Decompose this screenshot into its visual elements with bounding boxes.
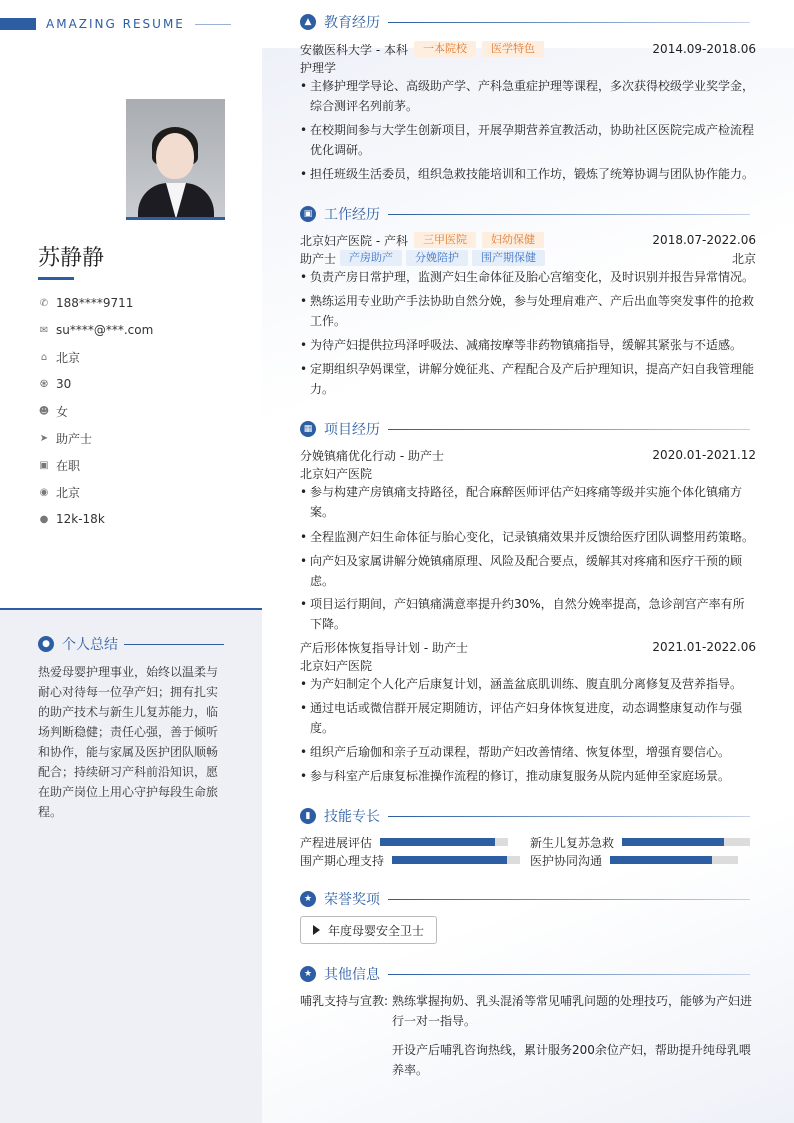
skill-bar	[380, 838, 508, 846]
work-role-row	[300, 249, 756, 267]
section-line	[388, 899, 750, 900]
company-tag: 三甲医院	[414, 232, 476, 248]
summary-title: 个人总结	[62, 637, 118, 653]
info-location	[38, 349, 80, 365]
list-item: • 定期组织孕妈课堂，讲解分娩征兆、产程配合及产后护理知识，提高产妇自我管理能力。	[300, 359, 756, 399]
brand	[0, 17, 231, 31]
list-item: • 全程监测产妇生命体征与胎心变化，记录镇痛效果并反馈给医疗团队调整用药策略。	[300, 527, 756, 547]
role-text: 助产士	[300, 251, 337, 266]
work-date: 2018.07-2022.06	[652, 233, 756, 247]
brand-bar	[0, 18, 36, 30]
project-date: 2020.01-2021.12	[652, 448, 756, 462]
major-row	[300, 58, 756, 76]
role-tag: 产房助产	[340, 250, 402, 266]
skill-item	[300, 852, 520, 868]
work-heading	[300, 204, 750, 224]
project-org: 北京妇产医院	[300, 466, 373, 481]
list-item: • 担任班级生活委员，组织急救技能培训和工作坊，锻炼了统筹协调与团队协作能力。	[300, 164, 756, 184]
other-heading	[300, 964, 750, 984]
project-name: 产后形体恢复指导计划 - 助产士	[300, 640, 468, 655]
info-phone	[38, 295, 133, 311]
work-icon: ▣	[300, 206, 316, 222]
info-icon: ★	[300, 966, 316, 982]
list-item: • 熟练运用专业助产手法协助自然分娩，参与处理肩难产、产后出血等突发事件的抢救工作。	[300, 291, 756, 331]
info-age	[38, 376, 71, 392]
project-org-row	[300, 464, 756, 482]
work-city: 北京	[731, 251, 756, 266]
summary-text: 热爱母婴护理事业，始终以温柔与耐心对待每一位孕产妇；拥有扎实的助产技术与新生儿复苏能力，临场判断稳健；责任心强，善于倾听和协作，能与家属及医护团队顺畅配合；持续研习产科前沿知识，愿在助产岗位上用心守护每段生命旅程。	[38, 665, 219, 819]
education-date: 2014.09-2018.06	[652, 42, 756, 56]
status-text: 在职	[56, 458, 81, 473]
list-item: • 为待产妇提供拉玛泽呼吸法、减痛按摩等非药物镇痛指导，缓解其紧张与不适感。	[300, 335, 756, 355]
skill-bar	[392, 856, 520, 864]
school-tag: 医学特色	[482, 41, 544, 57]
brand-line	[195, 24, 231, 25]
skill-fill	[610, 856, 712, 864]
user-icon: ●	[38, 636, 54, 652]
skills-heading	[300, 806, 750, 826]
role-tag: 分娩陪护	[406, 250, 468, 266]
brand-text: AMAZING RESUME	[46, 17, 185, 31]
target-city-text: 北京	[56, 485, 81, 500]
project-date: 2021.01-2022.06	[652, 640, 756, 654]
role-tag: 围产期保健	[472, 250, 545, 266]
section-line	[388, 22, 750, 23]
age-text: 30	[56, 377, 72, 391]
skill-fill	[380, 838, 495, 846]
project-org-row	[300, 656, 756, 674]
location-icon: ◉	[39, 486, 49, 498]
project-name: 分娩镇痛优化行动 - 助产士	[300, 448, 444, 463]
phone-icon: ✆	[39, 297, 49, 309]
list-item: • 主修护理学导论、高级助产学、产科急重症护理等课程，多次获得校级学业奖学金，综合测评名列前茅。	[300, 76, 756, 116]
skill-fill	[392, 856, 507, 864]
education-row	[300, 40, 756, 58]
project-row	[300, 446, 756, 464]
skill-item	[300, 834, 508, 850]
project-row	[300, 638, 756, 656]
work-company-row	[300, 231, 756, 249]
profile-name: 苏静静	[38, 246, 105, 271]
briefcase-icon: ▣	[39, 459, 49, 471]
list-item: • 负责产房日常护理，监测产妇生命体征及胎心宫缩变化，及时识别并报告异常情况。	[300, 267, 756, 287]
skill-fill	[622, 838, 724, 846]
project-org: 北京妇产医院	[300, 658, 373, 673]
list-item: • 在校期间参与大学生创新项目，开展孕期营养宣教活动，协助社区医院完成产检流程优化调研。	[300, 120, 756, 160]
other-paragraph: 熟练掌握拘奶、乳头混淆等常见哺乳问题的处理技巧，能够为产妇进行一对一指导。	[392, 994, 753, 1028]
profile-photo	[126, 99, 225, 220]
photo-face	[156, 133, 194, 179]
project-title: 项目经历	[324, 422, 380, 438]
other-label: 哺乳支持与宣教:	[300, 994, 389, 1008]
location-text: 北京	[56, 350, 81, 365]
list-item: • 组织产后瑜伽和亲子互动课程，帮助产妇改善情绪、恢复体型，增强育婴信心。	[300, 742, 756, 762]
salary-text: 12k-18k	[56, 512, 105, 526]
list-item: • 为产妇制定个人化产后康复计划，涵盖盆底肌训练、腹直肌分离修复及营养指导。	[300, 674, 756, 694]
skill-name: 医护协同沟通	[530, 853, 603, 868]
info-email	[38, 322, 153, 338]
award-icon: ★	[300, 891, 316, 907]
name-underline	[38, 277, 74, 280]
other-paragraph: 开设产后哺乳咨询热线，累计服务200余位产妇，帮助提升纯母乳喂养率。	[392, 1043, 751, 1077]
gender-text: 女	[56, 404, 69, 419]
info-status	[38, 457, 80, 473]
award-text: 年度母婴安全卫士	[328, 923, 425, 938]
award-badge	[300, 916, 437, 944]
play-icon	[313, 925, 320, 935]
position-text: 助产士	[56, 431, 93, 446]
project-icon: ▦	[300, 421, 316, 437]
skill-bar	[622, 838, 750, 846]
graduation-icon: ▲	[300, 14, 316, 30]
phone-text: 188****9711	[56, 296, 134, 310]
school-name: 安徽医科大学 - 本科	[300, 42, 408, 57]
section-line	[388, 214, 750, 215]
education-heading	[300, 12, 750, 32]
company-name: 北京妇产医院 - 产科	[300, 233, 408, 248]
skill-bar	[610, 856, 738, 864]
list-item: • 项目运行期间，产妇镇痛满意率提升约30%，自然分娩率提高，急诊剖宫产率有所下降。	[300, 594, 756, 634]
info-target-city	[38, 484, 80, 500]
section-line	[388, 816, 750, 817]
summary-line	[124, 644, 224, 645]
money-icon: ●	[39, 513, 49, 525]
skill-name: 产程进展评估	[300, 835, 373, 850]
send-icon: ➤	[39, 432, 49, 444]
section-line	[388, 429, 750, 430]
info-gender	[38, 403, 68, 419]
cake-icon: ♼	[39, 378, 49, 390]
list-item: • 向产妇及家属讲解分娩镇痛原理、风险及配合要点，缓解其对疼痛和医疗干预的顾虑。	[300, 551, 756, 591]
skills-title: 技能专长	[324, 809, 380, 825]
skill-name: 围产期心理支持	[300, 853, 385, 868]
list-item: • 参与构建产房镇痛支持路径，配合麻醉医师评估产妇疼痛等级并实施个体化镇痛方案。	[300, 482, 756, 522]
honors-title: 荣誉奖项	[324, 892, 380, 908]
other-title: 其他信息	[324, 967, 380, 983]
list-item: • 参与科室产后康复标准操作流程的修订，推动康复服务从院内延伸至家庭场景。	[300, 766, 756, 786]
company-tag: 妇幼保健	[482, 232, 544, 248]
skill-name: 新生儿复苏急救	[530, 835, 615, 850]
skill-item	[530, 834, 750, 850]
info-salary	[38, 511, 105, 527]
chart-icon: ▮	[300, 808, 316, 824]
mail-icon: ✉	[39, 324, 49, 336]
skill-item	[530, 852, 738, 868]
section-line	[388, 974, 750, 975]
home-icon: ⌂	[40, 351, 48, 363]
project-heading	[300, 419, 750, 439]
email-text: su****@***.com	[56, 323, 154, 337]
school-tag: 一本院校	[414, 41, 476, 57]
summary-heading	[38, 634, 224, 654]
honors-heading	[300, 889, 750, 909]
work-title: 工作经历	[324, 207, 380, 223]
education-title: 教育经历	[324, 15, 380, 31]
list-item: • 通过电话或微信群开展定期随访，评估产妇身体恢复进度，动态调整康复动作与强度。	[300, 698, 756, 738]
face-icon: ☻	[38, 405, 50, 417]
major-text: 护理学	[300, 60, 337, 75]
info-position	[38, 430, 92, 446]
